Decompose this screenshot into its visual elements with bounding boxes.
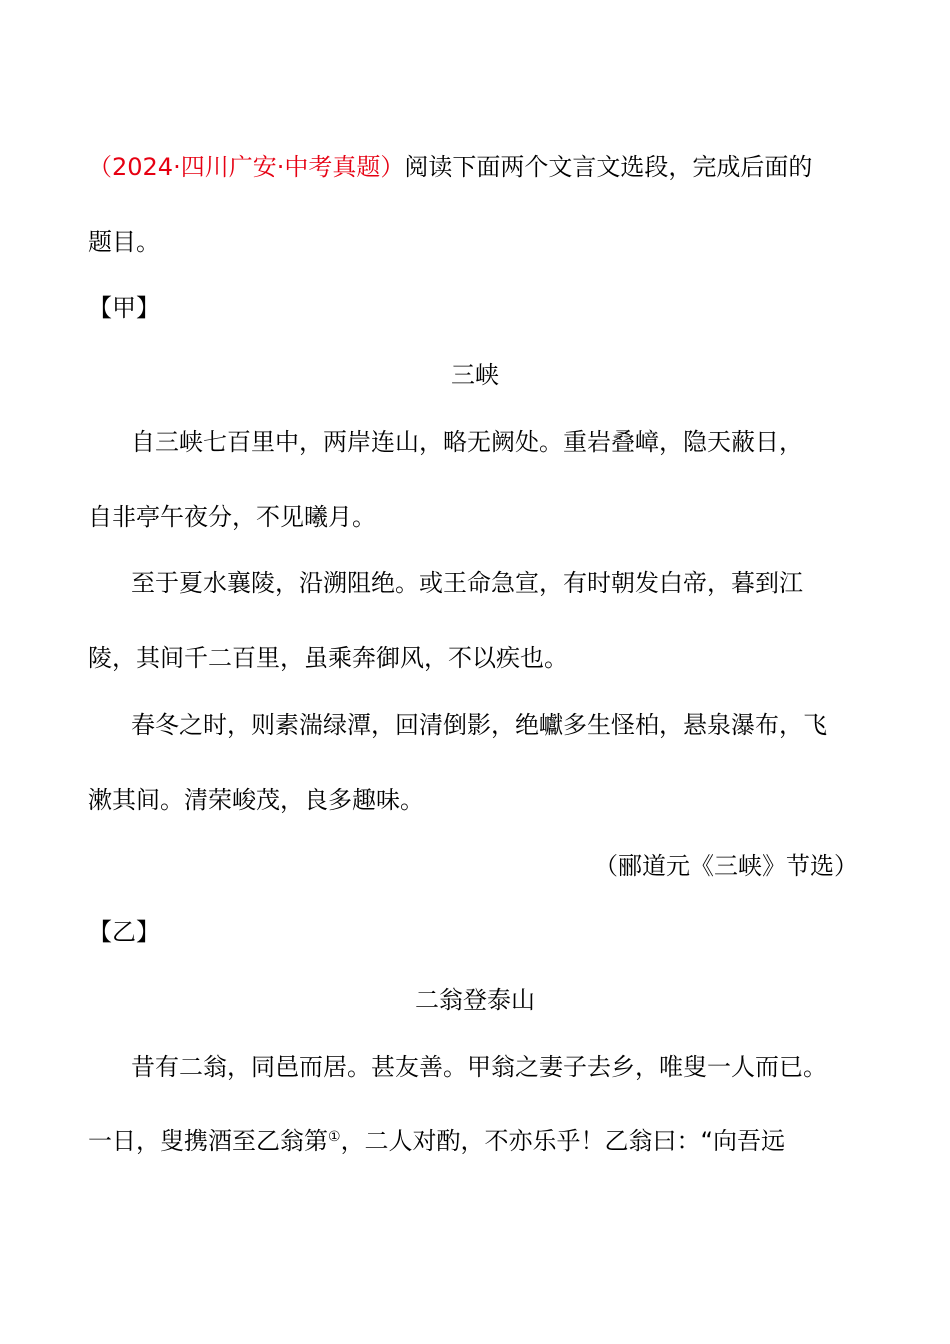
passage-a-title: 三峡 bbox=[451, 361, 499, 389]
intro-line-1 bbox=[88, 152, 868, 182]
passage-b-line-2-end: ，二人对酌，不亦乐乎！乙翁曰：“向吾远 bbox=[340, 1127, 785, 1155]
footnote-marker: ① bbox=[328, 1129, 341, 1145]
intro-line-2: 题目。 bbox=[88, 228, 160, 256]
passage-a-line-1: 自三峡七百里中，两岸连山，略无阙处。重岩叠嶂，隐天蔽日， bbox=[131, 428, 803, 456]
passage-b-line-2 bbox=[88, 1126, 868, 1156]
passage-a-source: （郦道元《三峡》节选） bbox=[594, 852, 858, 880]
passage-a-line-2: 自非亭午夜分，不见曦月。 bbox=[88, 503, 376, 531]
passage-a-line-4: 陵，其间千二百里，虽乘奔御风，不以疾也。 bbox=[88, 644, 568, 672]
passage-b-line-1: 昔有二翁，同邑而居。甚友善。甲翁之妻子去乡，唯叟一人而已。 bbox=[131, 1053, 827, 1081]
passage-a-line-5: 春冬之时，则素湍绿潭，回清倒影，绝巘多生怪柏，悬泉瀑布，飞 bbox=[131, 711, 827, 739]
passage-a-line-6: 漱其间。清荣峻茂，良多趣味。 bbox=[88, 786, 424, 814]
instruction-text: 阅读下面两个文言文选段，完成后面的 bbox=[404, 153, 813, 181]
source-tag: （2024·四川广安·中考真题） bbox=[88, 153, 405, 181]
passage-a-label: 【甲】 bbox=[88, 294, 160, 322]
passage-b-line-2-start: 一日，叟携酒至乙翁第 bbox=[88, 1127, 328, 1155]
passage-b-title: 二翁登泰山 bbox=[415, 986, 535, 1014]
passage-a-line-3: 至于夏水襄陵，沿溯阻绝。或王命急宣，有时朝发白帝，暮到江 bbox=[131, 569, 803, 597]
passage-b-label: 【乙】 bbox=[88, 918, 160, 946]
